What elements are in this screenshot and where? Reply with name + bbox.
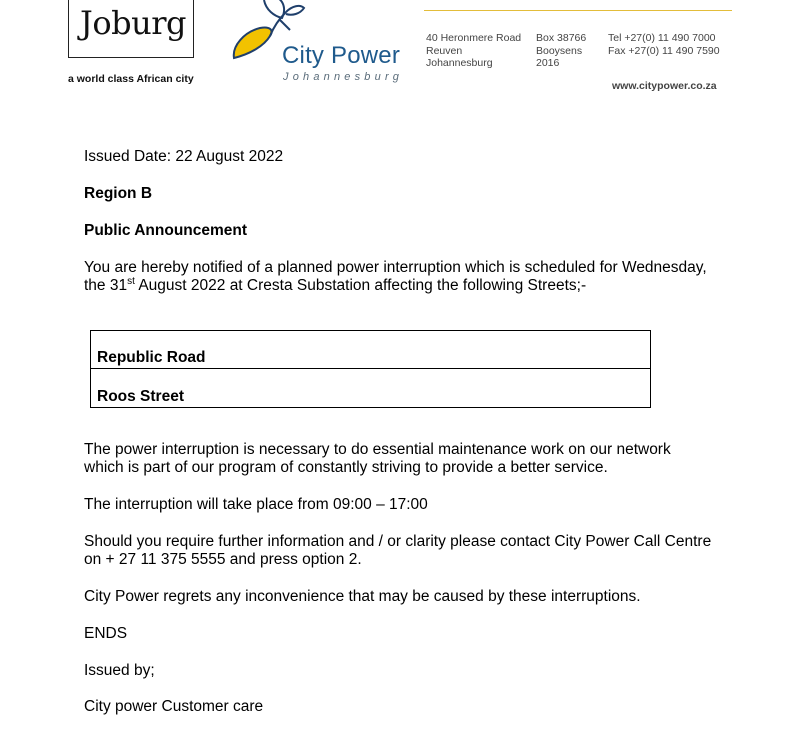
website-link[interactable]: www.citypower.co.za (612, 80, 717, 92)
address-block (426, 32, 521, 70)
street-name: Republic Road (97, 349, 206, 366)
signoff: City power Customer care (84, 698, 264, 715)
citypower-subtitle: Johannesburg (283, 71, 404, 83)
joburg-logo-text: Joburg (80, 4, 186, 42)
street-name: Roos Street (97, 388, 184, 405)
contact-line: Should you require further information and / or clarity please contact City Power Call Centre (84, 533, 712, 550)
contact-block (608, 32, 720, 57)
joburg-tagline: a world class African city (68, 73, 194, 85)
streets-table (90, 330, 651, 408)
address-line: 40 Heronmere Road (426, 32, 522, 44)
po-box-block (536, 32, 586, 70)
region-heading: Region B (84, 185, 153, 202)
citypower-name: City Power (282, 42, 401, 69)
issued-date: Issued Date: 22 August 2022 (84, 148, 284, 165)
intro-date-prefix: the 31 (84, 277, 128, 294)
intro-line: You are hereby notified of a planned power interruption which is scheduled for Wednesday, (84, 259, 707, 276)
tel-line: Tel +27(0) 11 490 7000 (608, 32, 716, 44)
reason-line: which is part of our program of constantly striving to provide a better service. (84, 459, 608, 476)
fax-line: Fax +27(0) 11 490 7590 (608, 44, 720, 57)
po-box-line: 2016 (536, 57, 560, 69)
po-box-line: Booysens (536, 44, 583, 57)
intro-paragraph (84, 259, 707, 295)
regret-text: City Power regrets any inconvenience that may be caused by these interruptions. (84, 588, 641, 605)
contact-line: on + 27 11 375 5555 and press option 2. (84, 551, 362, 568)
interruption-time: The interruption will take place from 09:00 – 17:00 (84, 496, 428, 513)
contact-paragraph (84, 533, 711, 569)
table-row (91, 369, 650, 407)
reason-line: The power interruption is necessary to do essential maintenance work on our network (84, 441, 671, 458)
address-line: Reuven (426, 44, 463, 57)
ends-marker: ENDS (84, 625, 128, 642)
ordinal-suffix: st (127, 275, 135, 287)
table-row (91, 331, 650, 369)
announcement-heading: Public Announcement (84, 222, 248, 239)
address-line: Johannesburg (426, 57, 493, 69)
reason-paragraph (84, 441, 671, 477)
intro-line (84, 277, 707, 295)
po-box-line: Box 38766 (536, 32, 587, 44)
header-rule (424, 10, 732, 11)
intro-date-rest: August 2022 at Cresta Substation affecting the following Streets;- (134, 277, 587, 294)
issued-by-label: Issued by; (84, 662, 155, 679)
